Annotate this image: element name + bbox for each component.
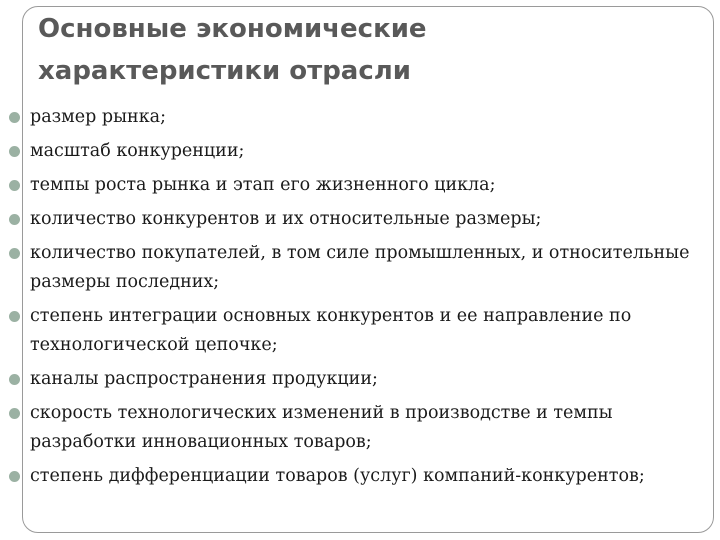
bullet-icon — [9, 248, 20, 259]
bullet-icon — [9, 146, 20, 157]
bullet-icon — [9, 180, 20, 191]
bullet-icon — [9, 374, 20, 385]
list-item-text: скорость технологических изменений в производстве и темпы разработки инновационных товаров; — [30, 403, 613, 452]
list-item — [0, 462, 712, 491]
bullet-icon — [9, 214, 20, 225]
list-item-text: каналы распространения продукции; — [30, 369, 378, 389]
list-item — [0, 171, 712, 200]
list-item — [0, 137, 712, 166]
bullet-icon — [9, 471, 20, 482]
bullet-icon — [9, 311, 20, 322]
slide-title — [38, 8, 638, 92]
list-item — [0, 103, 712, 132]
list-item-text: степень интеграции основных конкурентов и ее направление по технологической цепочке; — [30, 306, 632, 355]
list-item — [0, 205, 712, 234]
title-line-2: характеристики отрасли — [38, 56, 412, 86]
list-item-text: темпы роста рынка и этап его жизненного цикла; — [30, 175, 496, 195]
list-item-text: размер рынка; — [30, 107, 166, 127]
list-item-text: масштаб конкуренции; — [30, 141, 245, 161]
list-item — [0, 239, 712, 297]
list-item-text: количество конкурентов и их относительные размеры; — [30, 209, 542, 229]
list-item — [0, 365, 712, 394]
bullet-icon — [9, 408, 20, 419]
list-item — [0, 399, 712, 457]
list-item-text: степень дифференциации товаров (услуг) компаний-конкурентов; — [30, 466, 645, 486]
list-item-text: количество покупателей, в том силе промышленных, и относительные размеры последних; — [30, 243, 690, 292]
list-item — [0, 302, 712, 360]
bullet-icon — [9, 112, 20, 123]
title-line-1: Основные экономические — [38, 14, 427, 44]
bullet-list — [0, 103, 712, 496]
